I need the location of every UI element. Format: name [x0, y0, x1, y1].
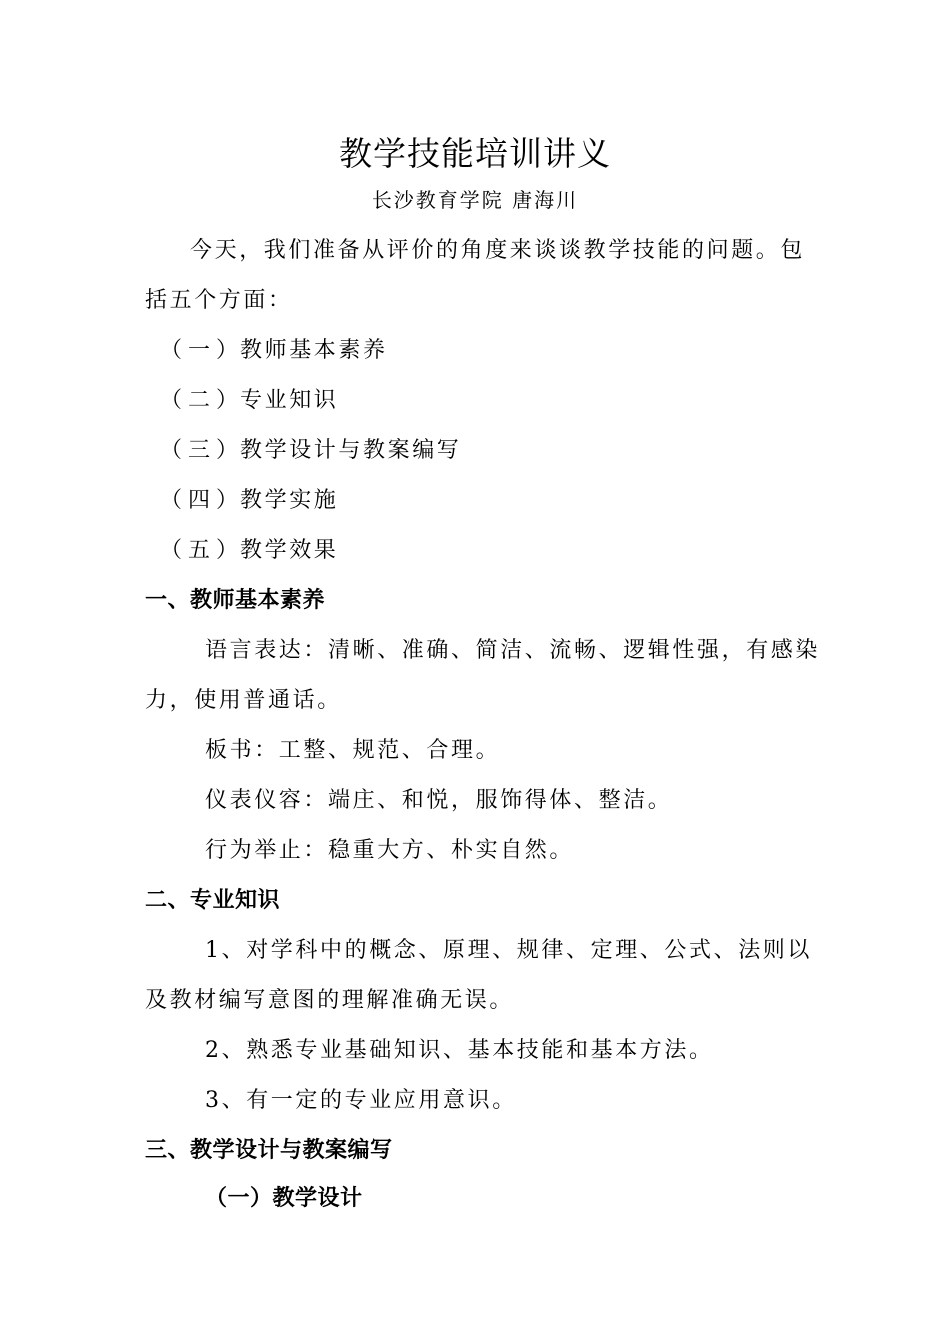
- document-title: 教学技能培训讲义: [339, 134, 611, 173]
- section-2-paragraph-1-line-2: 及教材编写意图的理解准确无误。: [145, 988, 515, 1013]
- section-1-paragraph-3: 仪表仪容：端庄、和悦，服饰得体、整洁。: [205, 788, 673, 813]
- section-1-heading: 一、教师基本素养: [145, 588, 326, 613]
- section-3-subheading: （一）教学设计: [205, 1186, 363, 1211]
- section-1-paragraph-2: 板书：工整、规范、合理。: [205, 738, 501, 763]
- section-1-paragraph-4: 行为举止：稳重大方、朴实自然。: [205, 838, 575, 863]
- outline-item-text: 专业知识: [240, 388, 339, 413]
- intro-line-2: 括五个方面：: [145, 288, 293, 313]
- outline-item-number: （一）: [160, 338, 245, 363]
- outline-item-number: （四）: [160, 488, 245, 513]
- section-2-heading: 二、专业知识: [145, 888, 281, 913]
- outline-item-2: [160, 386, 338, 416]
- outline-item-5: [160, 536, 338, 566]
- outline-item-1: [160, 336, 388, 366]
- section-2-paragraph-2: 2、熟悉专业基础知识、基本技能和基本方法。: [205, 1038, 714, 1063]
- outline-item-text: 教师基本素养: [240, 338, 388, 363]
- outline-item-3: [160, 436, 461, 466]
- outline-item-number: （五）: [160, 538, 245, 563]
- author-line: 长沙教育学院 唐海川: [371, 188, 579, 212]
- section-2-paragraph-3: 3、有一定的专业应用意识。: [205, 1088, 517, 1113]
- outline-item-number: （二）: [160, 388, 245, 413]
- outline-item-number: （三）: [160, 438, 245, 463]
- outline-item-text: 教学设计与教案编写: [240, 438, 462, 463]
- section-2-paragraph-1-line-1: 1、对学科中的概念、原理、规律、定理、公式、法则以: [205, 938, 812, 963]
- section-1-paragraph-1-line-2: 力，使用普通话。: [145, 688, 342, 713]
- intro-line-1: 今天，我们准备从评价的角度来谈谈教学技能的问题。包: [190, 238, 806, 263]
- section-1-paragraph-1-line-1: 语言表达：清晰、准确、简洁、流畅、逻辑性强，有感染: [205, 638, 821, 663]
- outline-item-4: [160, 486, 338, 516]
- outline-item-text: 教学效果: [240, 538, 339, 563]
- outline-item-text: 教学实施: [240, 488, 339, 513]
- section-3-heading: 三、教学设计与教案编写: [145, 1138, 393, 1163]
